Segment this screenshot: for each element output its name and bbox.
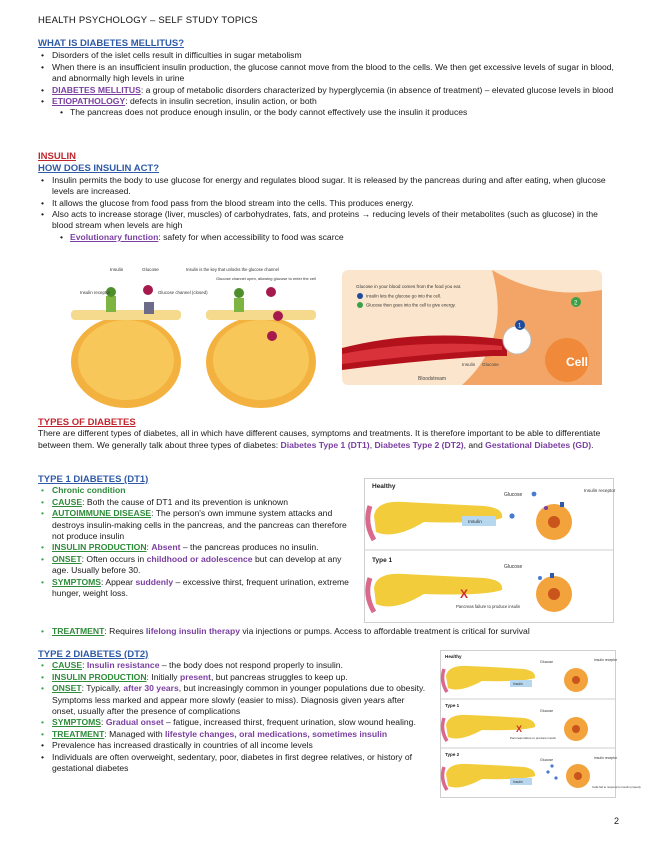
glucose-dot [267, 331, 277, 341]
label-key: Insulin is the key that unlocks the glucose channel [186, 267, 279, 272]
label-channel-closed: Glucose channel (closed) [158, 290, 208, 295]
bullet: • Prevalence has increased drastically in countries of all income levels [38, 740, 430, 751]
bullet: • TREATMENT: Managed with lifestyle changes, oral medications, sometimes insulin [38, 729, 430, 740]
x-mark-icon: X [516, 724, 523, 734]
glucose-dot [266, 287, 276, 297]
heading-dt1: TYPE 1 DIABETES (DT1) [38, 474, 149, 485]
label-healthy: Healthy [372, 483, 396, 490]
figure-insulin-cells [66, 262, 321, 412]
step-2: 2 [574, 300, 578, 307]
section-dt1 [38, 474, 356, 599]
bullet: • CAUSE: Insulin resistance – the body does not respond properly to insulin. [38, 660, 430, 671]
x-mark-icon: X [460, 587, 469, 601]
heading-how-insulin-acts: HOW DOES INSULIN ACT? [38, 163, 160, 175]
bullet: • Also acts to increase storage (liver, muscles) of carbohydrates, fats, and proteins → reducing levels of their metabolites (such as glucose) in the blood stream when levels are high [38, 209, 618, 232]
label-receptor: Insulin receptor [594, 658, 618, 662]
label-bloodstream: Bloodstream [418, 376, 447, 382]
bullet: • Chronic condition [38, 485, 356, 496]
bullet: • DIABETES MELLITUS: a group of metabolic disorders characterized by hyperglycemia (in absence of treatment) – elevated glucose levels in blood [38, 85, 618, 96]
dt1-treatment [38, 626, 620, 637]
bullet: • SYMPTOMS: Gradual onset – fatigue, increased thirst, frequent urination, slow wound healing. [38, 717, 430, 728]
insulin-receptor-shape [106, 296, 116, 312]
heading-what-is-diabetes: WHAT IS DIABETES MELLITUS? [38, 38, 185, 49]
sub-bullet: • The pancreas does not produce enough insulin, or the body cannot effectively use the insulin it produces [38, 107, 618, 118]
figure-type1-type2 [440, 650, 641, 798]
heading-types: TYPES OF DIABETES [38, 417, 136, 428]
label-receptor: Insulin receptor [584, 488, 616, 493]
label-insulin: Insulin [110, 267, 124, 272]
label-glucose: Glucose [540, 660, 554, 664]
label-healthy: Healthy [445, 654, 462, 659]
page-number: 2 [613, 816, 619, 826]
label-glucose: Glucose [504, 492, 523, 498]
label-type1: Type 1 [372, 557, 393, 564]
types-intro: There are different types of diabetes, all in which have different causes, symptoms and treatments. It is therefore important to be able to differentiate between them. We generally talk about three types of diabetes: Diabetes Type 1 (DT1), Diabetes Type 2 (DT2), and Gestational Diabetes (GD). [38, 428, 601, 450]
bullet: • CAUSE: Both the cause of DT1 and its prevention is unknown [38, 497, 356, 508]
caption: Glucose in your blood comes from the food you eat. [356, 284, 462, 289]
step-1-text: Insulin lets the glucose go into the cell. [366, 293, 442, 299]
label-glucose: Glucose [142, 267, 159, 272]
label-receptor: Insulin receptor [80, 290, 111, 295]
bullet: • When there is an insufficient insulin production, the glucose cannot move from the blood to the cells. We then get excessive levels of sugar in blood, and abnormally high levels in urine [38, 62, 618, 85]
label-failure: Pancreas failure to produce insulin [510, 736, 557, 740]
label-glucose: Glucose [482, 362, 499, 367]
page-header: HEALTH PSYCHOLOGY – SELF STUDY TOPICS [38, 15, 258, 26]
bullet: • AUTOIMMUNE DISEASE: The person's own immune system attacks and destroys insulin-making cells in the pancreas, and the pancreas can therefore not produce insulin [38, 508, 356, 542]
section-insulin [38, 151, 618, 243]
label-glucose: Glucose [540, 758, 554, 762]
label-insulin: Insulin [468, 520, 482, 525]
label-insulin: Insulin [462, 362, 476, 367]
bullet: • INSULIN PRODUCTION: Initially present, but pancreas struggles to keep up. [38, 672, 430, 683]
sub-bullet: • Evolutionary function: safety for when accessibility to food was scarce [38, 232, 618, 243]
label-open: Glucose channel open, allowing glucose to enter the cell [216, 276, 316, 281]
bullet: • It allows the glucose from food pass from the blood stream into the cells. This produces energy. [38, 198, 618, 209]
bullet: • SYMPTOMS: Appear suddenly – excessive thirst, frequent urination, extreme hunger, weight loss. [38, 577, 356, 600]
label-insulin: Insulin [513, 682, 523, 686]
bullet: • ETIOPATHOLOGY: defects in insulin secretion, insulin action, or both [38, 96, 618, 107]
bullet: • Disorders of the islet cells result in difficulties in sugar metabolism [38, 50, 618, 61]
bullet: • ONSET: Typically, after 30 years, but increasingly common in younger populations due to obesity. Symptoms less marked and appear more slowly (easier to miss). Diagnosis given years after onset, usually after the presence of complications [38, 683, 430, 717]
section-diabetes-mellitus [38, 38, 618, 119]
step-2-text: Glucose then goes into the cell to give energy. [366, 302, 456, 308]
bullet: • Insulin permits the body to use glucose for energy and regulates blood sugar. It is released by the pancreas during and after eating, when glucose levels are increased. [38, 175, 618, 198]
glucose-dot [273, 311, 283, 321]
bullet: • INSULIN PRODUCTION: Absent – the pancreas produces no insulin. [38, 542, 356, 553]
bullet: • Individuals are often overweight, sedentary, poor, diabetes in first degree relatives, or history of gestational diabetes [38, 752, 430, 775]
heading-insulin: INSULIN [38, 151, 76, 162]
figure-type1 [364, 478, 614, 623]
label-failure: Pancreas failure to produce insulin [456, 604, 521, 609]
step-1: 1 [518, 323, 522, 330]
label-type1: Type 1 [445, 703, 460, 708]
label-receptor: Insulin receptor [594, 756, 618, 760]
section-types [38, 417, 620, 451]
section-dt2 [38, 649, 430, 774]
label-insulin: Insulin [513, 780, 523, 784]
label-cell: Cell [566, 355, 589, 369]
label-glucose: Glucose [540, 709, 554, 713]
bullet: • TREATMENT: Requires lifelong insulin therapy via injections or pumps. Access to affordable treatment is critical for survival [38, 626, 620, 637]
glucose-dot [143, 285, 153, 295]
label-type2: Type 2 [445, 752, 460, 757]
label-glucose: Glucose [504, 564, 523, 570]
label-fail-respond: Cells fail to respond to insulin properly [592, 785, 641, 789]
figure-bloodstream [342, 270, 602, 385]
heading-dt2: TYPE 2 DIABETES (DT2) [38, 649, 149, 660]
bullet: • ONSET: Often occurs in childhood or adolescence but can develop at any age. Usually before 30. [38, 554, 356, 577]
